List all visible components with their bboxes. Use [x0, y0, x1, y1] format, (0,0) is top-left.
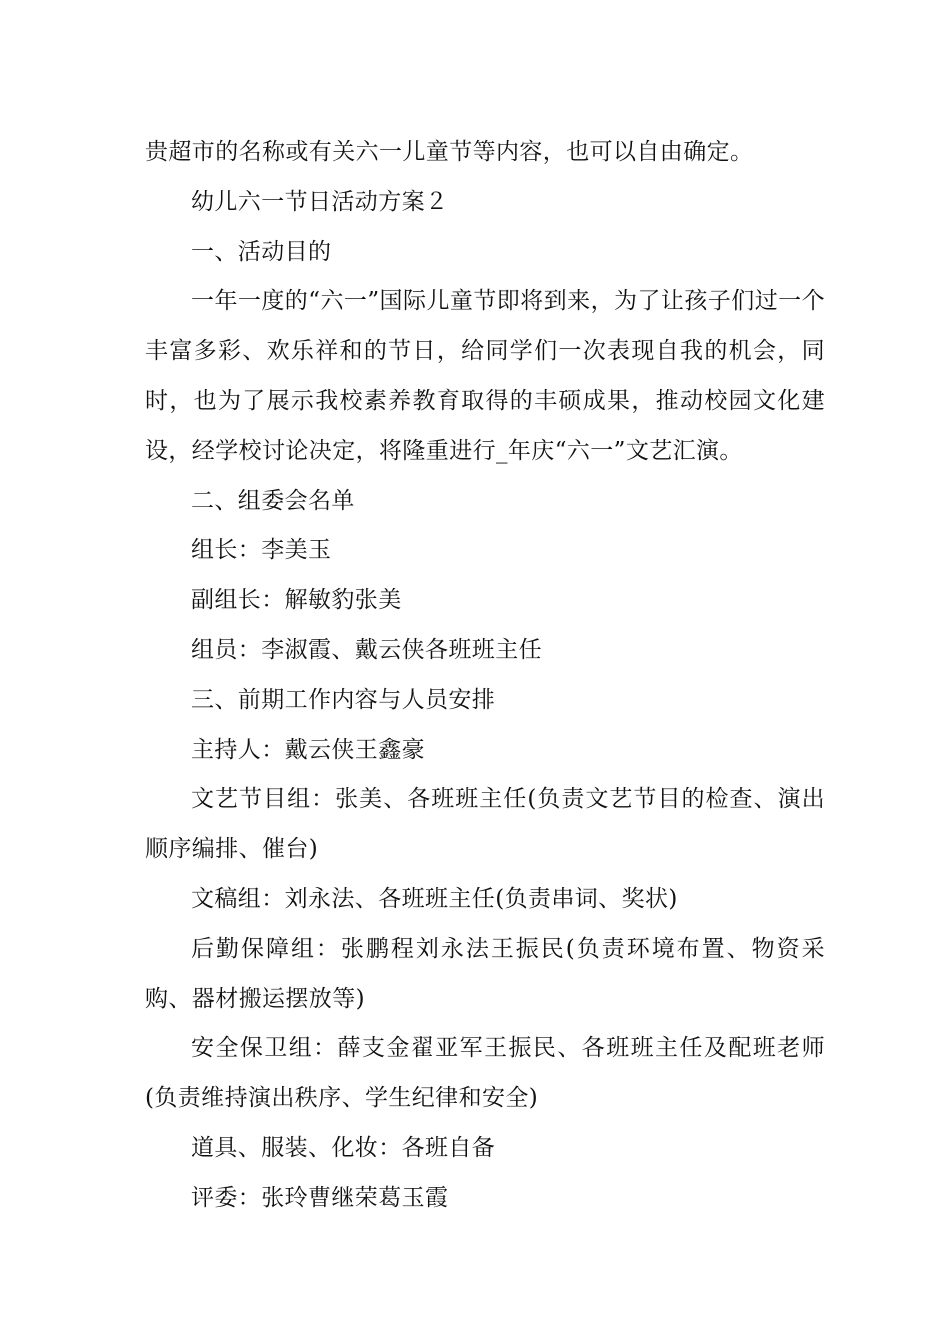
heading-activity-purpose: 一、活动目的 [191, 238, 332, 265]
logistics-group: 后勤保障组：张鹏程刘永法王振民(负责环境布置、物资采购、器材搬运摆放等) [145, 935, 825, 1012]
committee-leader: 组长：李美玉 [191, 537, 332, 564]
hosts: 主持人：戴云侠王鑫豪 [191, 736, 425, 763]
heading-preparation-work: 三、前期工作内容与人员安排 [191, 686, 496, 713]
paragraph-purpose: 一年一度的“六一”国际儿童节即将到来，为了让孩子们过一个丰富多彩、欢乐祥和的节日，给同学们一次表现自我的机会，同时，也为了展示我校素养教育取得的丰硕成果，推动校园文化建设，经学校讨论决定，将隆重进行_年庆“六一”文艺汇演。 [145, 288, 825, 464]
heading-committee-list: 二、组委会名单 [191, 487, 355, 514]
performance-group: 文艺节目组：张美、各班班主任(负责文艺节目的检查、演出顺序编排、催台) [145, 786, 825, 863]
props-costume-makeup: 道具、服装、化妆：各班自备 [191, 1134, 496, 1161]
committee-deputy-leader: 副组长：解敏豹张美 [191, 587, 402, 614]
paragraph-continuation: 贵超市的名称或有关六一儿童节等内容，也可以自由确定。 [145, 139, 754, 165]
committee-members: 组员：李淑霞、戴云侠各班班主任 [191, 636, 542, 663]
document-body [145, 128, 825, 1224]
section-title: 幼儿六一节日活动方案２ [191, 188, 449, 215]
security-group: 安全保卫组：薛支金翟亚军王振民、各班班主任及配班老师(负责维持演出秩序、学生纪律和安全) [145, 1035, 825, 1112]
script-group: 文稿组：刘永法、各班班主任(负责串词、奖状) [191, 885, 678, 912]
judges: 评委：张玲曹继荣葛玉霞 [191, 1184, 449, 1211]
